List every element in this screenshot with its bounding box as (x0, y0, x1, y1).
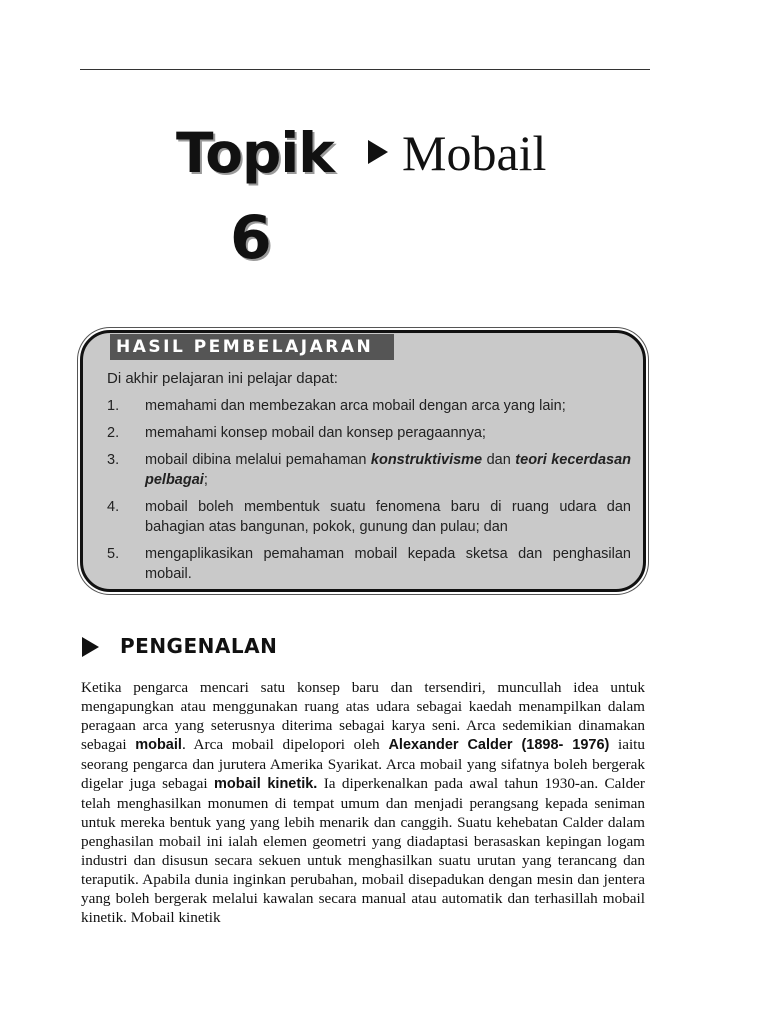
learning-outcomes-intro: Di akhir pelajaran ini pelajar dapat: (107, 370, 338, 387)
outcome-text-part: ; (203, 472, 208, 488)
term-mobail-kinetik: mobail kinetik. (214, 776, 318, 792)
outcome-text: memahami dan membezakan arca mobail dengan arca yang lain; (145, 398, 566, 414)
chapter-title: Mobail (402, 125, 547, 181)
outcome-number: 4. (107, 499, 120, 515)
outcome-number: 1. (107, 398, 120, 414)
paragraph-text: iaitu seorang pengarca dan jurutera Amerika Syarikat. Arca mobail yang sifatnya boleh bergerak digelar juga sebagai (81, 736, 645, 792)
learning-outcomes-list (107, 396, 631, 591)
outcome-text: mobail boleh membentuk suatu fenomena baru di ruang udara dan bahagian atas bangunan, pokok, gunung dan pulau; dan (145, 499, 631, 535)
outcome-text: memahami konsep mobail dan konsep peragaannya; (145, 425, 486, 441)
term-mobail: mobail (135, 737, 182, 753)
outcome-text-part: mobail dibina melalui pemahaman (145, 452, 371, 468)
paragraph-text: . Arca mobail dipelopori oleh (181, 736, 389, 753)
outcome-number: 3. (107, 452, 120, 468)
outcome-item (107, 497, 631, 537)
outcome-text (145, 450, 631, 490)
term-multiple-intelligences: teori kecerdasan pelbagai (145, 452, 632, 488)
term-constructivism: konstruktivisme (370, 452, 483, 468)
title-arrow-icon (368, 140, 388, 164)
outcome-text: mengaplikasikan pemahaman mobail kepada sketsa dan penghasilan mobail. (145, 546, 631, 582)
header-rule (80, 69, 650, 70)
outcome-text-part: dan (482, 452, 516, 468)
section-heading: PENGENALAN (120, 634, 278, 658)
paragraph-text: Ketika pengarca mencari satu konsep baru dan tersendiri, muncullah idea untuk mengapungkan atau menggunakan ruang atas udara sebagai kaedah menampilkan dalam peragaan arca yang seterusnya diterima sebagai karya seni. Arca sedemikian dinamakan sebagai (81, 679, 645, 753)
paragraph-text: Ia diperkenalkan pada awal tahun 1930-an. Calder telah menghasilkan monumen di tempat umum dan menjadi perangsang kepada seniman untuk mereka bentuk yang yang lebih menarik dan canggih. Suatu kehebatan Calder dalam penghasilan mobail ini ialah elemen geometri yang diadaptasi berasaskan kepingan logam industri dan disusun secara sekuen untuk menghasilkan suatu urutan yang terancang dan teraputik. Apabila dunia inginkan perubahan, mobail disepadukan dengan mesin dan jentera yang boleh bergerak melalui kawalan secara manual atau automatik dan terhasillah mobail kinetik. Mobail kinetik (81, 775, 645, 926)
topic-number: 6 (230, 203, 272, 273)
outcome-number: 5. (107, 546, 120, 562)
introduction-paragraph (81, 678, 645, 927)
outcome-item (107, 396, 631, 416)
section-arrow-icon (82, 637, 99, 657)
topic-label: Topik (176, 121, 334, 185)
outcome-number: 2. (107, 425, 120, 441)
outcome-item (107, 450, 631, 490)
outcome-item (107, 544, 631, 584)
outcome-item (107, 423, 631, 443)
term-alexander-calder: Alexander Calder (1898- 1976) (388, 737, 610, 753)
learning-outcomes-heading: HASIL PEMBELAJARAN (110, 334, 394, 360)
